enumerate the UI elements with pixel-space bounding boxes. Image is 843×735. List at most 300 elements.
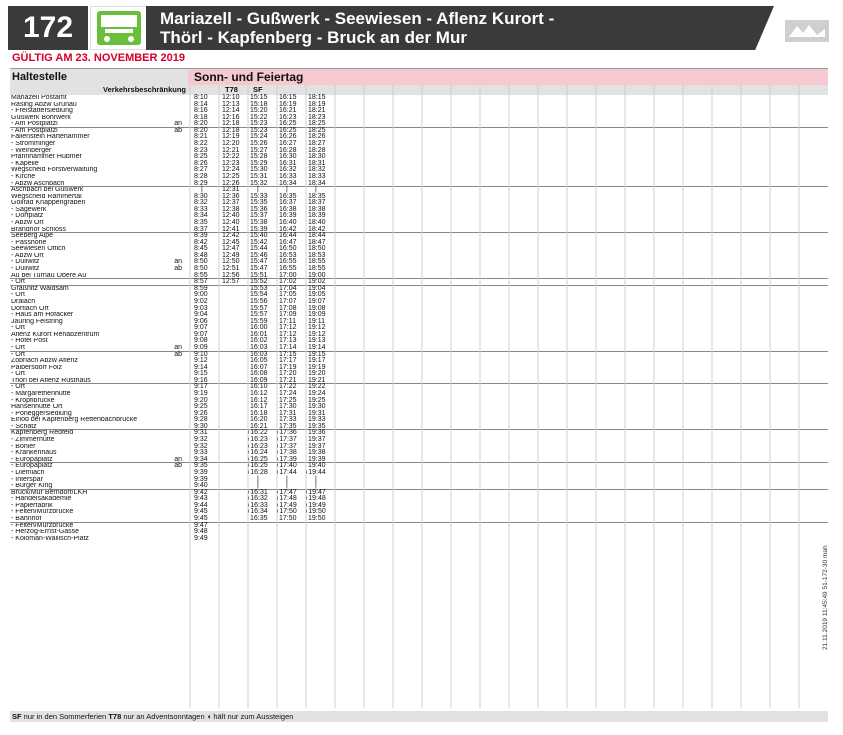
stop-name: - Interspar xyxy=(11,476,43,483)
departure-time: 19:21 xyxy=(308,376,326,384)
departure-time: 9:07 xyxy=(194,330,208,338)
departure-time: | xyxy=(286,475,288,483)
stop-name: - Kirche xyxy=(11,173,36,180)
departure-time: | xyxy=(257,186,259,194)
departure-time: | xyxy=(257,482,259,490)
table-row xyxy=(10,108,828,115)
departure-time: 9:32 xyxy=(194,436,208,444)
departure-time: 19:17 xyxy=(308,357,326,365)
departure-time: ◖16:24 xyxy=(246,449,268,457)
table-row xyxy=(10,490,828,497)
table-row xyxy=(10,417,828,424)
departure-time: 9:26 xyxy=(194,409,208,417)
stop-name: - Am Postplatzl xyxy=(11,127,58,134)
departure-time: 12:42 xyxy=(222,232,240,240)
departure-time: ◖17:38 xyxy=(275,449,297,457)
table-row xyxy=(10,292,828,299)
departure-time: 15:33 xyxy=(250,192,268,200)
departure-time: 19:19 xyxy=(308,363,326,371)
departure-time: 9:02 xyxy=(194,297,208,305)
stop-name: - Schatz xyxy=(11,423,37,430)
route-title xyxy=(160,9,554,47)
departure-time: 17:50 xyxy=(279,515,297,522)
stop-name: - Ort xyxy=(11,325,25,332)
departure-time: 15:36 xyxy=(250,205,268,213)
departure-time: 12:45 xyxy=(222,238,240,246)
departure-time: 17:31 xyxy=(279,409,297,417)
departure-time: 18:26 xyxy=(308,133,326,141)
departure-time: 16:02 xyxy=(250,337,268,345)
departure-time: 12:37 xyxy=(222,199,240,207)
stop-name: Wegscheid Rammertal xyxy=(11,193,82,200)
day-type-header: Sonn- und Feiertag xyxy=(188,69,828,85)
departure-time: 16:53 xyxy=(279,251,297,259)
departure-time: 17:12 xyxy=(279,324,297,332)
print-timestamp: 21.11.2019 11:45:49 51-172-30 mah xyxy=(822,545,829,650)
departure-time: 15:20 xyxy=(250,107,268,115)
table-row xyxy=(10,207,828,214)
stop-name: Graßnitz Waldsam xyxy=(11,285,69,292)
departure-time: 16:12 xyxy=(250,390,268,398)
departure-time: 8:50 xyxy=(194,258,208,266)
departure-time: 16:17 xyxy=(250,403,268,411)
departure-time: ◖16:33 xyxy=(246,501,268,509)
legend-alight-symbol: ◖ xyxy=(206,712,212,721)
departure-time: 17:04 xyxy=(279,284,297,292)
departure-time: 18:31 xyxy=(308,159,326,167)
table-row xyxy=(10,306,828,313)
stop-name: Fallenstein Härtehammer xyxy=(11,134,90,141)
departure-time: 19:24 xyxy=(308,390,326,398)
departure-time: 18:50 xyxy=(308,245,326,253)
departure-time: 15:44 xyxy=(250,245,268,253)
table-row xyxy=(10,371,828,378)
restriction-row xyxy=(10,85,828,95)
table-row xyxy=(10,424,828,431)
stop-name: - Abzw Ort xyxy=(11,252,44,259)
departure-time: 12:18 xyxy=(222,126,240,134)
departure-time: 16:30 xyxy=(279,153,297,161)
stop-name: - Margarethenhütte xyxy=(11,391,71,398)
stop-name: - Abzw Ort xyxy=(11,219,44,226)
departure-time: 9:49 xyxy=(194,534,208,542)
bus-icon xyxy=(90,6,148,50)
table-row xyxy=(10,536,828,543)
stop-name: Palbersdorf Fölz xyxy=(11,364,62,371)
departure-time: ◖16:22 xyxy=(246,429,268,437)
departure-time: 8:22 xyxy=(194,140,208,148)
departure-time: 12:23 xyxy=(222,159,240,167)
departure-time: 16:20 xyxy=(250,416,268,424)
departure-time: 9:47 xyxy=(194,521,208,529)
table-row xyxy=(10,430,828,437)
departure-time: 8:23 xyxy=(194,146,208,154)
departure-time: ◖16:28 xyxy=(246,468,268,476)
table-row xyxy=(10,398,828,405)
departure-time: 18:23 xyxy=(308,113,326,121)
departure-time: 16:23 xyxy=(279,113,297,121)
departure-time: 12:47 xyxy=(222,245,240,253)
table-row xyxy=(10,457,828,464)
departure-time: 15:15 xyxy=(250,94,268,101)
table-row xyxy=(10,141,828,148)
stop-name: - Ort xyxy=(11,292,25,299)
departure-time: 18:30 xyxy=(308,153,326,161)
departure-time: 15:22 xyxy=(250,113,268,121)
route-title-line2: Thörl - Kapfenberg - Bruck an der Mur xyxy=(160,28,467,47)
departure-time: 19:05 xyxy=(308,291,326,299)
stop-name: Jauring Feistring xyxy=(11,318,63,325)
departure-time: 12:41 xyxy=(222,225,240,233)
departure-time: 9:10 xyxy=(194,350,208,358)
departure-time: 18:34 xyxy=(308,179,326,187)
departure-time: 15:40 xyxy=(250,232,268,240)
departure-time: 17:19 xyxy=(279,363,297,371)
restriction-code: SF xyxy=(253,85,263,94)
departure-time: 15:39 xyxy=(250,225,268,233)
departure-time: 9:39 xyxy=(194,468,208,476)
departure-time: 9:25 xyxy=(194,403,208,411)
departure-time: 15:54 xyxy=(250,291,268,299)
departure-time: 19:50 xyxy=(308,515,326,522)
stop-name: - Zimmerhütte xyxy=(11,437,55,444)
departure-time: 18:32 xyxy=(308,166,326,174)
departure-time: 12:25 xyxy=(222,172,240,180)
departure-time: 19:04 xyxy=(308,284,326,292)
stop-name: Aflenz Kurort Rehabzentrum xyxy=(11,331,100,338)
table-row xyxy=(10,246,828,253)
departure-time: 15:46 xyxy=(250,251,268,259)
restriction-label: Verkehrsbeschränkung xyxy=(103,85,186,94)
departure-time: 15:57 xyxy=(250,304,268,312)
departure-time: ◖16:31 xyxy=(246,488,268,496)
departure-time: 16:27 xyxy=(279,140,297,148)
stop-name: Draiach xyxy=(11,298,36,305)
stop-column-header: Haltestelle xyxy=(10,69,188,85)
departure-time: 16:35 xyxy=(279,192,297,200)
departure-time: 15:42 xyxy=(250,238,268,246)
departure-time: 17:22 xyxy=(279,383,297,391)
departure-time: 8:34 xyxy=(194,212,208,220)
departure-time: 19:22 xyxy=(308,383,326,391)
departure-time: 19:35 xyxy=(308,422,326,430)
departure-time: 8:18 xyxy=(194,113,208,121)
stop-name: Pfannhammer Hubmer xyxy=(11,154,82,161)
departure-time: 8:32 xyxy=(194,199,208,207)
departure-time: 17:13 xyxy=(279,337,297,345)
departure-time: 17:15 xyxy=(279,350,297,358)
departure-time: 16:34 xyxy=(279,179,297,187)
departure-time: 15:35 xyxy=(250,199,268,207)
departure-time: 16:25 xyxy=(279,120,297,128)
departure-time: ◖17:48 xyxy=(275,495,297,503)
table-row xyxy=(10,134,828,141)
departure-time: 8:21 xyxy=(194,133,208,141)
stop-name: - Ort xyxy=(11,384,25,391)
departure-time: 8:37 xyxy=(194,225,208,233)
departure-time: 17:33 xyxy=(279,416,297,424)
departure-time: 9:34 xyxy=(194,455,208,463)
table-row xyxy=(10,167,828,174)
departure-time: 16:40 xyxy=(279,218,297,226)
arrival-departure-marker: ab xyxy=(174,350,182,358)
departure-time: 19:00 xyxy=(308,271,326,279)
stop-name: - Dullwitz xyxy=(11,259,40,266)
stop-name: - Papierfabrik xyxy=(11,502,53,509)
departure-time: 9:09 xyxy=(194,343,208,351)
table-row xyxy=(10,299,828,306)
departure-time: 9:45 xyxy=(194,515,208,522)
departure-time: ◖16:23 xyxy=(246,442,268,450)
departure-time: 9:00 xyxy=(194,291,208,299)
departure-time: 16:03 xyxy=(250,350,268,358)
departure-time: ◖17:40 xyxy=(275,462,297,470)
departure-time: 18:47 xyxy=(308,238,326,246)
departure-time: 8:48 xyxy=(194,251,208,259)
stop-name: Seeberg Alpe xyxy=(11,233,54,240)
table-row xyxy=(10,345,828,352)
departure-time: 18:35 xyxy=(308,192,326,200)
stop-name: - Handelsakademie xyxy=(11,496,72,503)
arrival-departure-marker: an xyxy=(174,455,182,463)
departure-time: 16:12 xyxy=(250,396,268,404)
departure-time: 17:08 xyxy=(279,304,297,312)
table-row xyxy=(10,411,828,418)
departure-time: 19:13 xyxy=(308,337,326,345)
stop-name: Einöd bei Kapfenberg Rettenbachbrücke xyxy=(11,417,138,424)
table-row xyxy=(10,286,828,293)
departure-time: | xyxy=(286,186,288,194)
table-row xyxy=(10,148,828,155)
departure-time: 16:08 xyxy=(250,370,268,378)
departure-time: 19:31 xyxy=(308,409,326,417)
departure-time: 18:39 xyxy=(308,212,326,220)
departure-time: 9:48 xyxy=(194,528,208,536)
departure-time: 8:20 xyxy=(194,126,208,134)
departure-time: 16:37 xyxy=(279,199,297,207)
table-row xyxy=(10,404,828,411)
departure-time: 12:57 xyxy=(222,278,240,286)
table-row xyxy=(10,444,828,451)
table-row xyxy=(10,365,828,372)
timetable xyxy=(10,68,828,542)
departure-time: 15:30 xyxy=(250,166,268,174)
table-row xyxy=(10,194,828,201)
legend-sf-text: nur in den Sommerferien xyxy=(21,712,109,721)
departure-time: 16:39 xyxy=(279,212,297,220)
departure-time: 19:14 xyxy=(308,343,326,351)
table-header xyxy=(10,68,828,85)
departure-time: | xyxy=(257,475,259,483)
departure-time: 12:22 xyxy=(222,153,240,161)
table-row xyxy=(10,115,828,122)
departure-time: ◖19:47 xyxy=(304,488,326,496)
departure-time: 16:19 xyxy=(279,100,297,108)
departure-time: 16:44 xyxy=(279,232,297,240)
table-row xyxy=(10,213,828,220)
departure-time: 16:28 xyxy=(279,146,297,154)
departure-time: 15:57 xyxy=(250,311,268,319)
departure-time: 19:15 xyxy=(308,350,326,358)
departure-time: 9:43 xyxy=(194,495,208,503)
table-row xyxy=(10,391,828,398)
departure-time: 12:31 xyxy=(222,186,240,194)
departure-time: 9:42 xyxy=(194,488,208,496)
departure-time: 16:21 xyxy=(250,422,268,430)
departure-time: 9:06 xyxy=(194,317,208,325)
departure-time: 12:24 xyxy=(222,166,240,174)
stop-name: - Stromminger xyxy=(11,141,56,148)
departure-time: ◖17:39 xyxy=(275,455,297,463)
departure-time: ◖16:23 xyxy=(246,436,268,444)
departure-time: 9:33 xyxy=(194,449,208,457)
departure-time: 8:39 xyxy=(194,232,208,240)
operator-logo-icon xyxy=(785,20,829,42)
departure-time: 12:40 xyxy=(222,212,240,220)
departure-time: 16:33 xyxy=(279,172,297,180)
table-row xyxy=(10,450,828,457)
departure-time: | xyxy=(286,482,288,490)
departure-time: 17:35 xyxy=(279,422,297,430)
stop-name: - Kapelle xyxy=(11,160,39,167)
legend-t78-code: T78 xyxy=(108,712,122,721)
departure-time: 8:28 xyxy=(194,172,208,180)
departure-time: 19:20 xyxy=(308,370,326,378)
departure-time: 19:37 xyxy=(308,442,326,450)
departure-time: 15:47 xyxy=(250,265,268,273)
departure-time: ◖17:37 xyxy=(275,436,297,444)
departure-time: 15:31 xyxy=(250,172,268,180)
departure-time: 16:25 xyxy=(279,126,297,134)
departure-time: 9:31 xyxy=(194,429,208,437)
departure-time: 18:55 xyxy=(308,258,326,266)
departure-time: 8:27 xyxy=(194,166,208,174)
departure-time: 15:23 xyxy=(250,126,268,134)
stop-name: Bruck/Mur Berndorf/LKH xyxy=(11,489,88,496)
departure-time: 8:14 xyxy=(194,100,208,108)
departure-time: 9:39 xyxy=(194,475,208,483)
departure-time: 19:08 xyxy=(308,304,326,312)
departure-time: 12:14 xyxy=(222,107,240,115)
stop-name: Gollrad Knappengraben xyxy=(11,200,86,207)
departure-time: 17:24 xyxy=(279,390,297,398)
legend-footer xyxy=(10,711,828,722)
departure-time: 15:18 xyxy=(250,100,268,108)
departure-time: 16:26 xyxy=(279,133,297,141)
departure-time: 17:00 xyxy=(279,271,297,279)
table-row xyxy=(10,437,828,444)
legend-t78-text: nur an Adventsonntagen xyxy=(121,712,207,721)
stop-name: - Diemlach xyxy=(11,469,45,476)
departure-time: 12:18 xyxy=(222,120,240,128)
departure-time: ◖17:49 xyxy=(275,501,297,509)
table-row xyxy=(10,384,828,391)
departure-time: 9:32 xyxy=(194,442,208,450)
departure-time: 16:01 xyxy=(250,330,268,338)
table-row xyxy=(10,161,828,168)
departure-time: 17:14 xyxy=(279,343,297,351)
departure-time: 19:12 xyxy=(308,324,326,332)
departure-time: 15:37 xyxy=(250,212,268,220)
departure-time: 12:20 xyxy=(222,140,240,148)
table-row xyxy=(10,128,828,135)
departure-time: 15:38 xyxy=(250,218,268,226)
departure-time: 9:28 xyxy=(194,416,208,424)
departure-time: ◖17:47 xyxy=(275,488,297,496)
stop-name: - Sägewerk xyxy=(11,206,47,213)
stop-name: Aschbach bei Gußwerk xyxy=(11,187,84,194)
departure-time: 9:03 xyxy=(194,304,208,312)
departure-time: 19:39 xyxy=(308,455,326,463)
departure-time: 12:16 xyxy=(222,113,240,121)
stop-name: - Ort xyxy=(11,279,25,286)
stop-name: - Böhler xyxy=(11,443,36,450)
departure-time: 19:12 xyxy=(308,330,326,338)
stop-name: - Am Postplatzl xyxy=(11,121,58,128)
stop-name: Zöbriach Abzw Aflenz xyxy=(11,358,78,365)
departure-time: 19:02 xyxy=(308,278,326,286)
departure-time: 9:40 xyxy=(194,482,208,490)
table-row xyxy=(10,483,828,490)
departure-time: 16:03 xyxy=(250,343,268,351)
departure-time: 8:57 xyxy=(194,278,208,286)
table-row xyxy=(10,332,828,339)
departure-time: 9:12 xyxy=(194,357,208,365)
arrival-departure-marker: ab xyxy=(174,462,182,470)
stop-name: - Freistättersiedlung xyxy=(11,108,73,115)
table-row xyxy=(10,319,828,326)
arrival-departure-marker: ab xyxy=(174,126,182,134)
departure-time: 18:53 xyxy=(308,251,326,259)
departure-time: 8:16 xyxy=(194,107,208,115)
table-row xyxy=(10,529,828,536)
departure-time: 8:42 xyxy=(194,238,208,246)
departure-time: 15:53 xyxy=(250,284,268,292)
table-row xyxy=(10,200,828,207)
departure-time: 8:59 xyxy=(194,284,208,292)
stop-name: Rasing Abzw Grünau xyxy=(11,101,77,108)
timetable-header xyxy=(8,6,774,50)
stop-name: Wegscheid Forstverwaltung xyxy=(11,167,98,174)
departure-time: ◖19:44 xyxy=(304,468,326,476)
table-row xyxy=(10,266,828,273)
departure-time: 16:42 xyxy=(279,225,297,233)
departure-time: 15:59 xyxy=(250,317,268,325)
arrival-departure-marker: an xyxy=(174,120,182,128)
departure-time: 19:37 xyxy=(308,436,326,444)
table-row xyxy=(10,174,828,181)
departure-time: | xyxy=(315,186,317,194)
table-row xyxy=(10,240,828,247)
stop-name: Kapfenberg Redfeld xyxy=(11,430,74,437)
departure-time: 9:14 xyxy=(194,363,208,371)
departure-time: 19:30 xyxy=(308,403,326,411)
departure-time: 19:33 xyxy=(308,416,326,424)
departure-time: 18:15 xyxy=(308,94,326,101)
departure-time: 18:27 xyxy=(308,140,326,148)
table-row xyxy=(10,352,828,359)
stop-name: Dörflach Ort xyxy=(11,305,49,312)
departure-time: 15:56 xyxy=(250,297,268,305)
departure-time: 16:05 xyxy=(250,357,268,365)
departure-time: 12:21 xyxy=(222,146,240,154)
table-row xyxy=(10,325,828,332)
departure-time: ◖19:48 xyxy=(304,495,326,503)
line-number: 172 xyxy=(8,6,88,50)
departure-time: 9:20 xyxy=(194,396,208,404)
stop-name: Seewiesen Ottich xyxy=(11,246,66,253)
departure-time: 16:00 xyxy=(250,324,268,332)
